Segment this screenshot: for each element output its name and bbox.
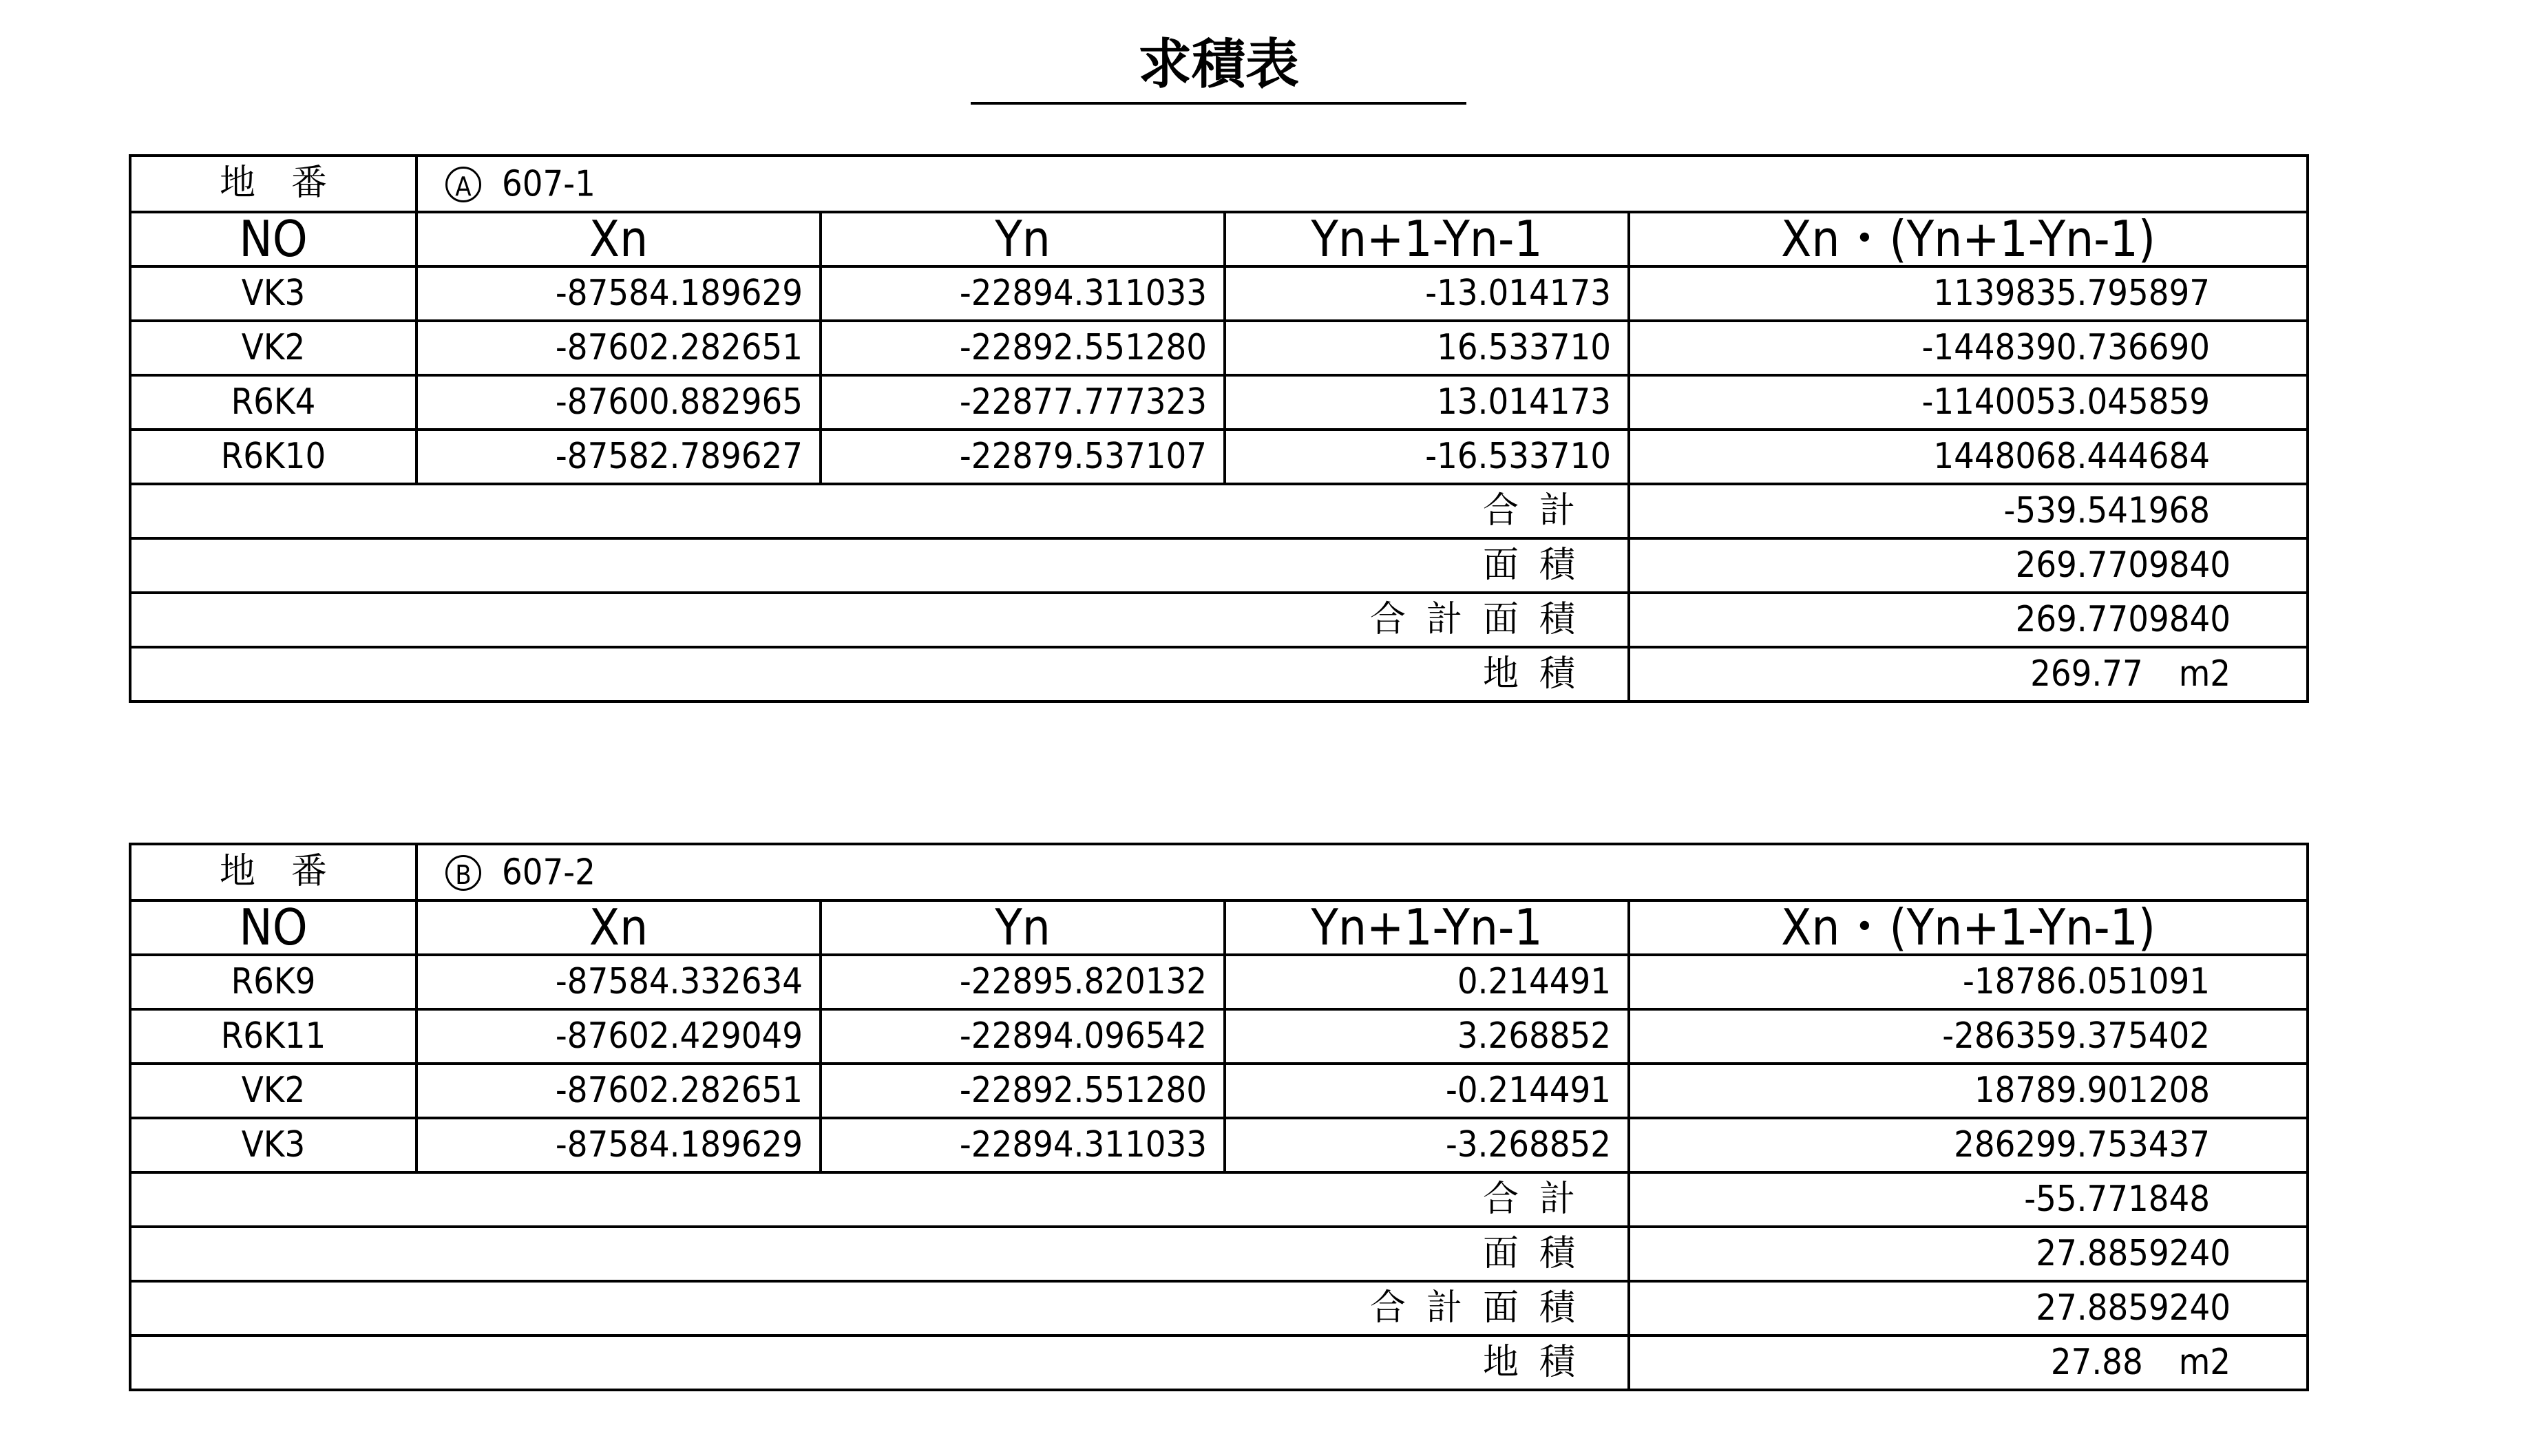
dy-value: 16.533710 [1225, 321, 1629, 375]
total-area-label: 合計面積 [130, 1281, 1629, 1336]
yn-value: -22894.311033 [821, 1118, 1225, 1172]
product-value: 286299.753437 [1629, 1118, 2308, 1172]
page-title: 求積表 [971, 29, 1466, 105]
header-row [130, 212, 2308, 266]
parcel-mark-circle: A [445, 167, 481, 202]
total-area-value: 27.8859240 [1629, 1281, 2308, 1336]
table-row [130, 375, 2308, 430]
total-area-row [130, 593, 2308, 647]
header-product: Xn・(Yn+1-Yn-1) [1629, 212, 2308, 266]
header-yn: Yn [821, 900, 1225, 955]
table-row [130, 1118, 2308, 1172]
dy-value: 0.214491 [1225, 955, 1629, 1009]
header-xn: Xn [417, 212, 821, 266]
table-row [130, 1009, 2308, 1064]
chiban-label: 地 番 [130, 156, 417, 212]
yn-value: -22894.311033 [821, 266, 1225, 321]
land-area-label: 地積 [130, 647, 1629, 701]
xn-value: -87584.189629 [417, 1118, 821, 1172]
product-value: 1448068.444684 [1629, 430, 2308, 484]
xn-value: -87584.189629 [417, 266, 821, 321]
point-no: VK2 [130, 321, 417, 375]
parcel-cell [417, 156, 2308, 212]
dy-value: 13.014173 [1225, 375, 1629, 430]
header-yn: Yn [821, 212, 1225, 266]
point-no: VK3 [130, 266, 417, 321]
table-row [130, 266, 2308, 321]
header-row [130, 900, 2308, 955]
dy-value: -13.014173 [1225, 266, 1629, 321]
land-area-label: 地積 [130, 1336, 1629, 1390]
dy-value: -3.268852 [1225, 1118, 1629, 1172]
parcel-row [130, 844, 2308, 900]
header-dy: Yn+1-Yn-1 [1225, 212, 1629, 266]
product-value: -1140053.045859 [1629, 375, 2308, 430]
xn-value: -87602.282651 [417, 1064, 821, 1118]
total-area-label: 合計面積 [130, 593, 1629, 647]
yn-value: -22894.096542 [821, 1009, 1225, 1064]
parcel-mark-circle: B [445, 855, 481, 891]
point-no: VK2 [130, 1064, 417, 1118]
point-no: R6K10 [130, 430, 417, 484]
xn-value: -87602.282651 [417, 321, 821, 375]
area-label: 面積 [130, 1227, 1629, 1281]
sum-row [130, 484, 2308, 538]
product-value: -1448390.736690 [1629, 321, 2308, 375]
sum-value: -55.771848 [1629, 1172, 2308, 1227]
product-value: 18789.901208 [1629, 1064, 2308, 1118]
point-no: R6K4 [130, 375, 417, 430]
xn-value: -87600.882965 [417, 375, 821, 430]
yn-value: -22892.551280 [821, 321, 1225, 375]
sum-label: 合計 [130, 1172, 1629, 1227]
table-row [130, 321, 2308, 375]
product-value: 1139835.795897 [1629, 266, 2308, 321]
dy-value: -0.214491 [1225, 1064, 1629, 1118]
table-row [130, 955, 2308, 1009]
table-row [130, 430, 2308, 484]
header-xn: Xn [417, 900, 821, 955]
area-value: 27.8859240 [1629, 1227, 2308, 1281]
yn-value: -22895.820132 [821, 955, 1225, 1009]
land-area-row [130, 1336, 2308, 1390]
header-no: NO [130, 212, 417, 266]
yn-value: -22892.551280 [821, 1064, 1225, 1118]
header-dy: Yn+1-Yn-1 [1225, 900, 1629, 955]
product-value: -18786.051091 [1629, 955, 2308, 1009]
table-row [130, 1064, 2308, 1118]
sum-value: -539.541968 [1629, 484, 2308, 538]
land-area-row [130, 647, 2308, 701]
total-area-row [130, 1281, 2308, 1336]
xn-value: -87582.789627 [417, 430, 821, 484]
parcel-number: 607-2 [502, 852, 595, 894]
point-no: R6K11 [130, 1009, 417, 1064]
total-area-value: 269.7709840 [1629, 593, 2308, 647]
dy-value: -16.533710 [1225, 430, 1629, 484]
parcel-number: 607-1 [502, 163, 595, 205]
dy-value: 3.268852 [1225, 1009, 1629, 1064]
area-value: 269.7709840 [1629, 538, 2308, 593]
point-no: VK3 [130, 1118, 417, 1172]
point-no: R6K9 [130, 955, 417, 1009]
sum-label: 合計 [130, 484, 1629, 538]
sum-row [130, 1172, 2308, 1227]
header-no: NO [130, 900, 417, 955]
area-table-b [129, 843, 2309, 1391]
yn-value: -22877.777323 [821, 375, 1225, 430]
area-row [130, 538, 2308, 593]
area-row [130, 1227, 2308, 1281]
land-area-value: 27.88 m2 [1629, 1336, 2308, 1390]
area-label: 面積 [130, 538, 1629, 593]
chiban-label: 地 番 [130, 844, 417, 900]
land-area-value: 269.77 m2 [1629, 647, 2308, 701]
xn-value: -87584.332634 [417, 955, 821, 1009]
yn-value: -22879.537107 [821, 430, 1225, 484]
parcel-row [130, 156, 2308, 212]
product-value: -286359.375402 [1629, 1009, 2308, 1064]
xn-value: -87602.429049 [417, 1009, 821, 1064]
area-table-a [129, 154, 2309, 703]
header-product: Xn・(Yn+1-Yn-1) [1629, 900, 2308, 955]
parcel-cell [417, 844, 2308, 900]
